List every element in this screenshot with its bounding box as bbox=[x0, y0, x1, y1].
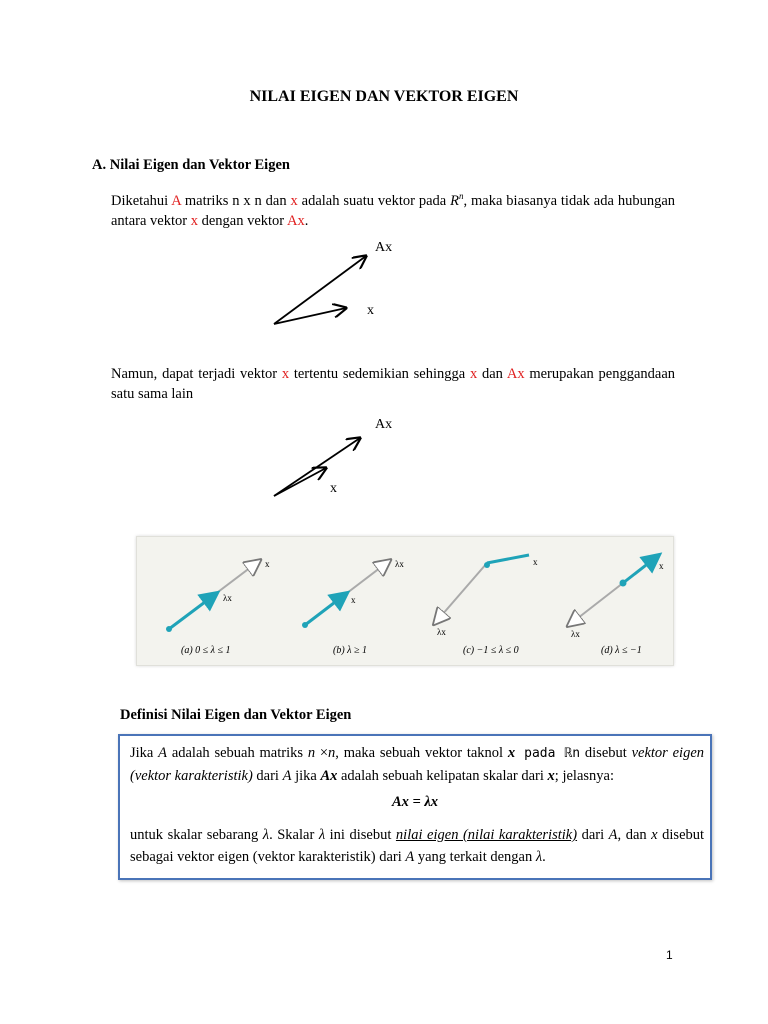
vector-ax-arrow bbox=[274, 438, 360, 496]
eigen-equation: Ax = λx bbox=[391, 794, 439, 810]
panel-d-top-label: x bbox=[659, 561, 664, 571]
label-ax: Ax bbox=[375, 240, 393, 255]
definition-box bbox=[118, 734, 712, 880]
panel-d-caption: (d) λ ≤ −1 bbox=[601, 645, 642, 656]
panel-b-mid-label: x bbox=[351, 595, 356, 605]
panel-c-caption: (c) −1 ≤ λ ≤ 0 bbox=[463, 645, 519, 656]
second-paragraph: Namun, dapat terjadi vektor x tertentu sedemikian sehingga x dan Ax merupakan penggandaan satu sama lain bbox=[111, 366, 676, 402]
vector-figure-nonparallel bbox=[260, 236, 420, 336]
eigenvector-scaling-photo bbox=[136, 536, 674, 666]
label-ax: Ax bbox=[375, 417, 393, 432]
vector-figure-parallel bbox=[260, 426, 380, 506]
definition-text-continued: untuk skalar sebarang λ. Skalar λ ini disebut nilai eigen (nilai karakteristik) dari A, dan x disebut sebagai vektor eigen (vektor karakteristik) dari A yang terkait dengan λ. bbox=[130, 827, 705, 865]
panel-b-top-label: λx bbox=[395, 559, 404, 569]
panel-a-top-label: x bbox=[265, 559, 270, 569]
page-title: NILAI EIGEN DAN VEKTOR EIGEN bbox=[249, 88, 519, 105]
panel-a-caption: (a) 0 ≤ λ ≤ 1 bbox=[181, 645, 231, 656]
panel-c-top-label: x bbox=[533, 557, 538, 567]
panel-d-mid-label: λx bbox=[571, 629, 580, 639]
intro-paragraph: Diketahui A matriks n x n dan x adalah suatu vektor pada $R^n$, maka biasanya tidak ada hubungan antara vektor x dengan vektor Ax. bbox=[111, 191, 675, 229]
definition-text: Jika A adalah sebuah matriks n ×n, maka sebuah vektor taknol x pada ℝn disebut vektor eigen (vektor karakteristik) dari A jika Ax adalah sebuah kelipatan skalar dari x; jelasnya: bbox=[130, 745, 705, 784]
page-number: 1 bbox=[666, 948, 673, 962]
definition-heading: Definisi Nilai Eigen dan Vektor Eigen bbox=[120, 707, 352, 723]
section-heading: A. Nilai Eigen dan Vektor Eigen bbox=[92, 157, 290, 173]
vector-x-arrow bbox=[274, 468, 326, 496]
panel-b-caption: (b) λ ≥ 1 bbox=[333, 645, 367, 656]
label-x: x bbox=[330, 481, 337, 496]
panel-c-mid-label: λx bbox=[437, 627, 446, 637]
panel-a-mid-label: λx bbox=[223, 593, 232, 603]
label-x: x bbox=[367, 303, 374, 318]
